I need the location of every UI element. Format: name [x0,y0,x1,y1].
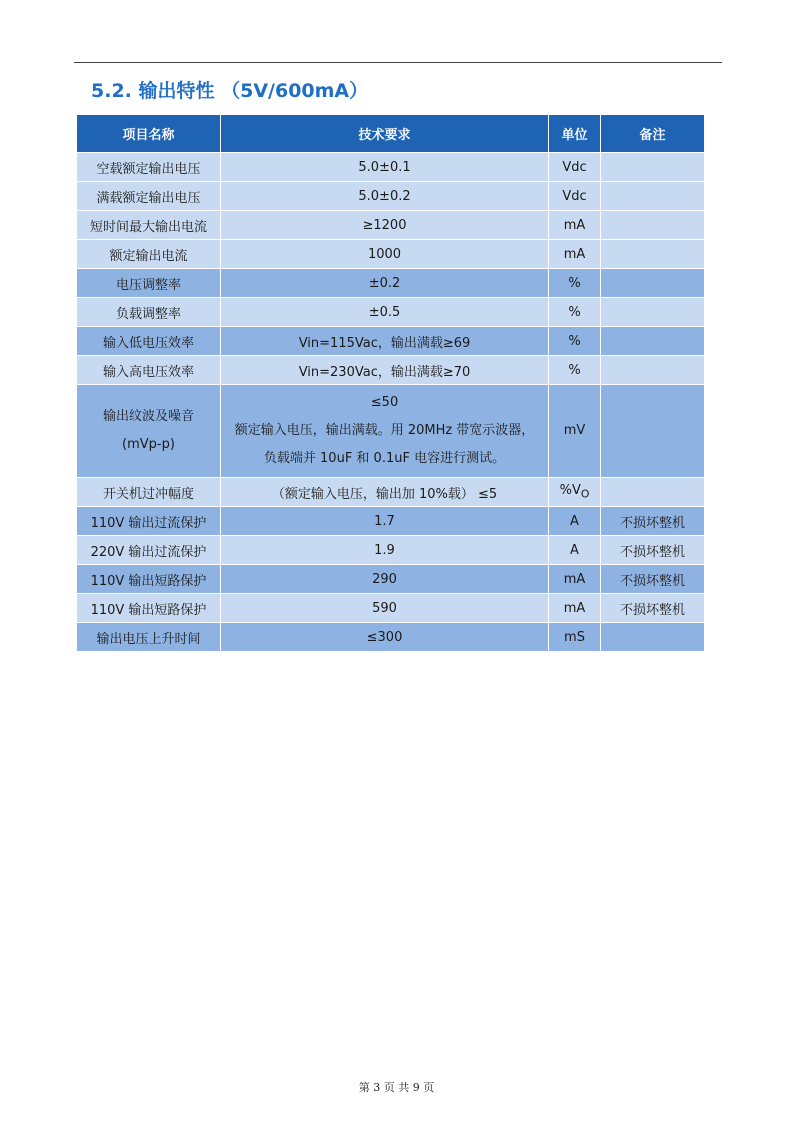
cell-item: 220V 输出过流保护 [77,536,221,565]
cell-requirement: 290 [221,565,549,594]
cell-note: 不损坏整机 [601,536,705,565]
cell-item: 输出电压上升时间 [77,623,221,652]
unit-subscript: O [580,487,590,501]
cell-note [601,182,705,211]
header-item-name: 项目名称 [77,115,221,153]
cell-note [601,623,705,652]
table-row [77,240,705,269]
cell-note [601,211,705,240]
cell-item: 110V 输出短路保护 [77,565,221,594]
cell-note [601,385,705,478]
cell-requirement: ≤300 [221,623,549,652]
cell-note: 不损坏整机 [601,565,705,594]
table-row [77,356,705,385]
cell-unit: % [549,269,601,298]
table-row [77,182,705,211]
page-number-footer: 第 3 页 共 9 页 [358,1081,435,1094]
cell-unit: mA [549,594,601,623]
cell-unit: A [549,536,601,565]
cell-unit: mA [549,211,601,240]
cell-requirement: ±0.2 [221,269,549,298]
header-unit: 单位 [549,115,601,153]
table-row [77,565,705,594]
cell-unit: % [549,356,601,385]
cell-requirement-line: 负载端并 10uF 和 0.1uF 电容进行测试。 [263,451,506,466]
header-rule [74,62,722,63]
cell-unit: % [549,327,601,356]
cell-requirement: Vin=115Vac，输出满载≥69 [221,327,549,356]
cell-note [601,327,705,356]
cell-requirement: 1.9 [221,536,549,565]
cell-unit: Vdc [549,182,601,211]
table-row [77,298,705,327]
cell-note [601,298,705,327]
cell-item: 输入高电压效率 [77,356,221,385]
cell-unit [549,478,601,507]
cell-unit: mV [549,385,601,478]
cell-requirement: ≥1200 [221,211,549,240]
cell-item-line: 输出纹波及噪音 [102,409,194,424]
cell-unit: % [549,298,601,327]
cell-unit: mA [549,240,601,269]
cell-item: 短时间最大输出电流 [77,211,221,240]
cell-requirement: ±0.5 [221,298,549,327]
cell-item: 负载调整率 [77,298,221,327]
cell-unit: Vdc [549,153,601,182]
output-spec-table [76,114,705,652]
cell-item: 110V 输出过流保护 [77,507,221,536]
cell-item: 电压调整率 [77,269,221,298]
table-header-row [77,115,705,153]
cell-note [601,356,705,385]
header-requirement: 技术要求 [221,115,549,153]
cell-item: 开关机过冲幅度 [77,478,221,507]
table-row [77,211,705,240]
cell-item: 110V 输出短路保护 [77,594,221,623]
cell-requirement [221,385,549,478]
cell-requirement: 5.0±0.2 [221,182,549,211]
section-title: 5.2. 输出特性 （5V/600mA） [91,80,369,102]
cell-note: 不损坏整机 [601,507,705,536]
cell-requirement-line: 额定输入电压，输出满载。用 20MHz 带宽示波器， [234,423,535,438]
table-row [77,478,705,507]
cell-requirement: 1000 [221,240,549,269]
cell-note [601,153,705,182]
cell-item: 空载额定输出电压 [77,153,221,182]
cell-item: 输入低电压效率 [77,327,221,356]
cell-requirement: （额定输入电压，输出加 10%载） ≤5 [221,478,549,507]
table-row [77,623,705,652]
table-row [77,327,705,356]
cell-requirement: Vin=230Vac，输出满载≥70 [221,356,549,385]
cell-item-line: (mVp-p) [122,437,175,452]
cell-note: 不损坏整机 [601,594,705,623]
cell-requirement: 1.7 [221,507,549,536]
unit-text: %V [559,483,581,499]
cell-unit: mA [549,565,601,594]
cell-item: 满载额定输出电压 [77,182,221,211]
cell-note [601,269,705,298]
header-note: 备注 [601,115,705,153]
table-row [77,536,705,565]
cell-unit: mS [549,623,601,652]
cell-requirement: 5.0±0.1 [221,153,549,182]
table-row [77,269,705,298]
cell-requirement-line: ≤50 [370,395,399,410]
cell-item: 额定输出电流 [77,240,221,269]
table-row [77,594,705,623]
cell-note [601,240,705,269]
cell-note [601,478,705,507]
table-row [77,153,705,182]
table-row [77,507,705,536]
cell-requirement: 590 [221,594,549,623]
cell-item [77,385,221,478]
cell-unit: A [549,507,601,536]
table-row [77,385,705,478]
